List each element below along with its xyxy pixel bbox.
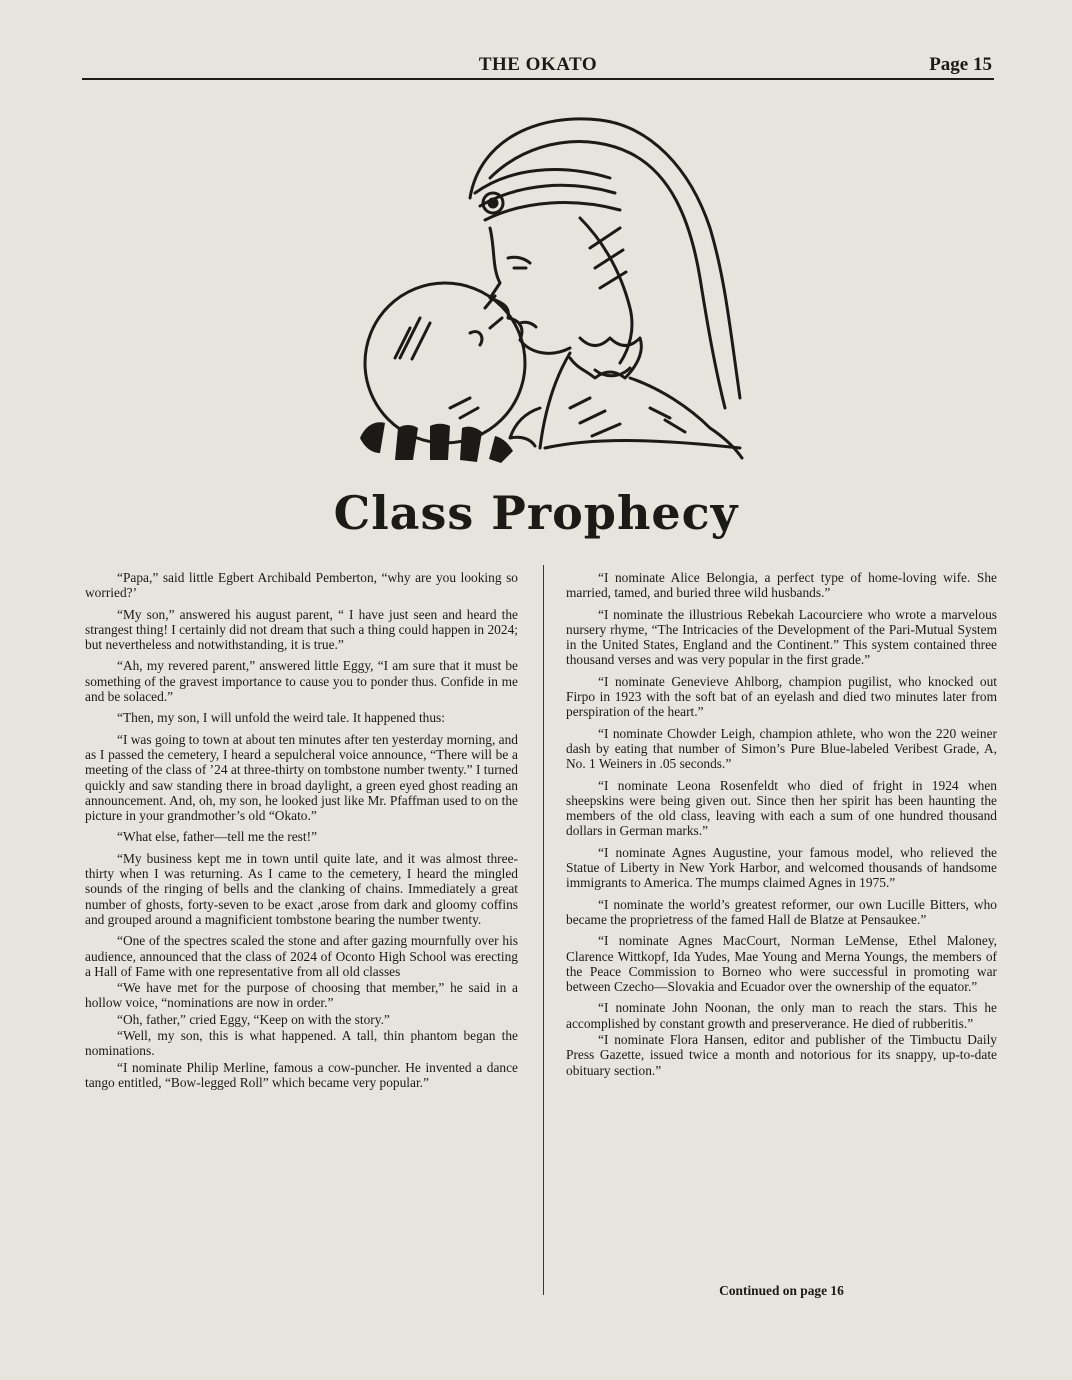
publication-title: THE OKATO — [478, 54, 598, 75]
paragraph: “My son,” answered his august parent, “ I have just seen and heard the strangest thing! I certainly did not dream that such a thing could happen in 2024; but nevertheless and notwithstanding, it is true.” — [85, 606, 518, 653]
paragraph: “We have met for the purpose of choosing that member,” he said in a hollow voice, “nominations are now in order.” — [85, 980, 518, 1011]
paragraph: “I nominate Agnes Augustine, your famous model, who relieved the Statue of Liberty in New York Harbor, and welcomed thousands of handsome immigrants to America. The mumps claimed Agnes in 1975.” — [566, 844, 997, 891]
paragraph: “I nominate John Noonan, the only man to reach the stars. This he accomplished by constant growth and preserverance. He died of rubberitis.” — [566, 1000, 997, 1031]
article-heading: Class Prophecy — [333, 486, 739, 540]
paragraph: “I nominate Chowder Leigh, champion athlete, who won the 220 weiner dash by eating that number of Simon’s Pure Blue-labeled Veribest Grade, A, No. 1 Weiners in .05 seconds.” — [566, 725, 997, 772]
paragraph: “I nominate Flora Hansen, editor and publisher of the Timbuctu Daily Press Gazette, issued twice a month and notorious for its snappy, up-to-date obituary section.” — [566, 1032, 997, 1078]
page-number: Page 15 — [929, 54, 992, 75]
column-divider — [543, 565, 544, 1295]
paragraph: “I nominate Agnes MacCourt, Norman LeMense, Ethel Maloney, Clarence Wittkopf, Ida Yudes, Mae Young and Merna Youngs, the members of the Peace Commission to Borneo who were successful in promoting war between Czecho—Slovakia and Ecuador over the ownership of the equator.” — [566, 933, 997, 995]
paragraph: “I was going to town at about ten minutes after ten yesterday morning, and as I passed the cemetery, I heard a sepulcheral voice announce, “There will be a meeting of the class of ’24 at three-thirty on tombstone number twenty.” I turned quickly and saw standing there in broad daylight, a green eyed ghost reading an announcement. And, oh, my son, he looked just like Mr. Pfaffman used to on the picture in your grandmother’s old “Okato.” — [85, 731, 518, 824]
paragraph: “Papa,” said little Egbert Archibald Pemberton, “why are you looking so worried?’ — [85, 570, 518, 601]
paragraph: “Then, my son, I will unfold the weird tale. It happened thus: — [117, 710, 445, 726]
paragraph: “I nominate Alice Belongia, a perfect type of home-loving wife. She married, tamed, and buried three wild husbands.” — [566, 570, 997, 601]
right-column — [566, 570, 997, 1079]
paragraph: “I nominate Genevieve Ahlborg, champion pugilist, who knocked out Firpo in 1923 with the soft bat of an eyelash and died two minutes later from perspiration of the heart.” — [566, 673, 997, 720]
paragraph: “I nominate Philip Merline, famous a cow-puncher. He invented a dance tango entitled, “Bow-legged Roll” which became very popular.” — [85, 1059, 518, 1090]
page-header — [82, 52, 994, 80]
continued-note: Continued on page 16 — [719, 1283, 844, 1298]
paragraph: “I nominate Leona Rosenfeldt who died of fright in 1924 when sheepskins were being given out. Since then her spirit has been haunting the members of the old class, leaving with each a sum of one hundred thousand dollars in German marks.” — [566, 777, 997, 839]
paragraph: “What else, father—tell me the rest!” — [117, 829, 318, 845]
paragraph: “Well, my son, this is what happened. A tall, thin phantom began the nominations. — [85, 1028, 518, 1059]
paragraph: “Oh, father,” cried Eggy, “Keep on with the story.” — [117, 1011, 390, 1027]
paragraph: “My business kept me in town until quite late, and it was almost three-thirty when I was returning. As I came to the cemetery, I heard the mingled sounds of the ringing of bells and the clanking of chains. Immediately a great number of ghosts, forty-seven to be exact ,arose from dark and gloomy coffins and grouped around a magnificient tombstone bearing the number twenty. — [85, 850, 518, 927]
paragraph: “Ah, my revered parent,” answered little Eggy, “I am sure that it must be something of the gravest importance to cause you to ponder thus. Confide in me and be solaced.” — [85, 658, 518, 705]
fortune-teller-illustration — [330, 108, 750, 478]
paragraph: “I nominate the illustrious Rebekah Lacourciere who wrote a marvelous nursery rhyme, “The Intricacies of the Development of the Pari-Mutual System in the United States, England and the Continent.” This system contained three thousand verses and was very popular in the first grade.” — [566, 606, 997, 668]
paragraph: “One of the spectres scaled the stone and after gazing mournfully over his audience, announced that the class of 2024 of Oconto High School was erecting a Hall of Fame with one representative from all old classes — [85, 933, 518, 979]
paragraph: “I nominate the world’s greatest reformer, our own Lucille Bitters, who became the proprietress of the famed Hall de Blatze at Pensaukee.” — [566, 896, 997, 927]
left-column — [85, 570, 518, 1091]
